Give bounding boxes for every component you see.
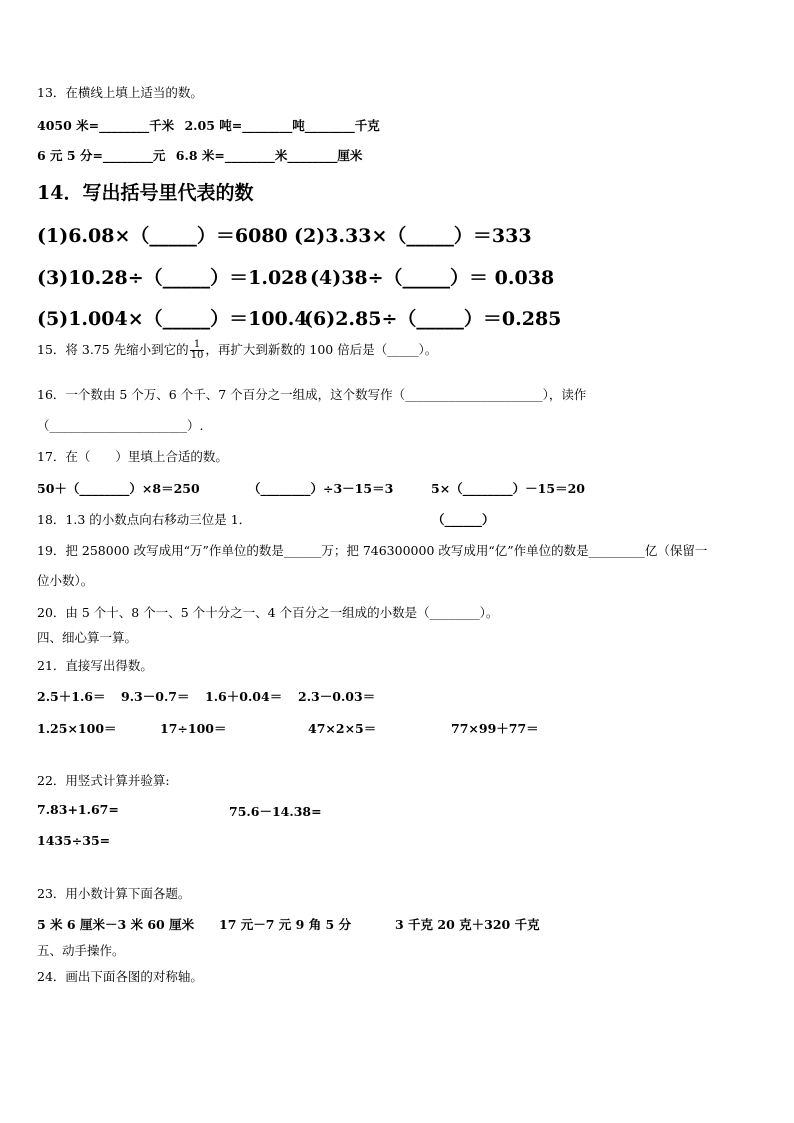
q21-r1-3: 1.6＋0.04＝ [205,689,283,704]
q13-title: 13．在横线上填上适当的数。 [37,85,203,100]
q13-row2-a: 6 元 5 分=________元 [37,148,166,163]
q14-p5: (5)1.004×（_____）＝100.4 [37,308,308,330]
q15-fraction [190,340,205,361]
q19-line1: 19．把 258000 改写成用“万”作单位的数是______万；把 746300000 改写成用“亿”作单位的数是_________亿（保留一 [37,543,708,558]
q16-line2: （______________________）. [37,418,204,433]
q14-p4: (4)38÷（_____）＝ 0.038 [310,267,555,289]
q23-b: 17 元－7 元 9 角 5 分 [219,917,352,932]
q13-row2 [37,146,362,164]
q14-title: 14．写出括号里代表的数 [37,182,254,204]
q13-row1-b: 2.05 吨=________吨________千克 [184,118,380,133]
q22-title: 22．用竖式计算并验算: [37,773,170,788]
q23-c: 3 千克 20 克＋320 千克 [395,917,540,932]
q14-p3: (3)10.28÷（_____）＝1.028 [37,267,308,289]
q21-r2-1: 1.25×100＝ [37,721,117,736]
q17-a: 50＋（________）×8＝250 [37,481,200,496]
q23-a: 5 米 6 厘米－3 米 60 厘米 [37,917,195,932]
q13-row1 [37,116,380,134]
q22-b: 75.6－14.38= [229,804,322,819]
q18-blank: （______） [432,512,495,527]
q22-c: 1435÷35= [37,833,111,848]
q21-r1-2: 9.3－0.7＝ [121,689,190,704]
section-4-heading: 四、细心算一算。 [37,630,138,645]
q14-p1: (1)6.08×（_____）＝6080 [37,225,288,247]
q19-line2: 位小数）。 [37,573,94,588]
q14-p6: (6)2.85÷（_____）＝0.285 [304,308,562,330]
q15-fraction-den: 10 [190,350,204,361]
q17-c: 5×（________）－15＝20 [431,481,585,496]
q23-title: 23．用小数计算下面各题。 [37,886,191,901]
q22-a: 7.83+1.67= [37,802,119,817]
q18-text: 18．1.3 的小数点向右移动三位是 1． [37,512,252,527]
q16-line1: 16．一个数由 5 个万、6 个千、7 个百分之一组成，这个数写作（______________________），读作 [37,387,587,402]
q21-r2-2: 17÷100＝ [160,721,227,736]
q21-title: 21．直接写出得数。 [37,658,153,673]
q15-after: ，再扩大到新数的 100 倍后是（_____）。 [205,342,438,357]
section-5-heading: 五、动手操作。 [37,943,125,958]
q21-r1-1: 2.5＋1.6＝ [37,689,106,704]
q21-r2-3: 47×2×5＝ [308,721,377,736]
q13-row1-a: 4050 米=________千米 [37,118,175,133]
q21-r1-4: 2.3－0.03＝ [298,689,376,704]
q14-p2: (2)3.33×（_____）＝333 [294,225,532,247]
q15 [37,340,437,361]
q21-r2-4: 77×99＋77＝ [451,721,539,736]
q15-fraction-num: 1 [190,340,205,351]
q13-row2-b: 6.8 米=________米________厘米 [175,148,363,163]
q17-b: （________）÷3－15＝3 [248,481,394,496]
q17-title: 17．在（ ）里填上合适的数。 [37,449,228,464]
q24-title: 24．画出下面各图的对称轴。 [37,969,203,984]
q15-before: 15．将 3.75 先缩小到它的 [37,342,189,357]
q20: 20．由 5 个十、8 个一、5 个十分之一、4 个百分之一组成的小数是（________）。 [37,605,499,620]
